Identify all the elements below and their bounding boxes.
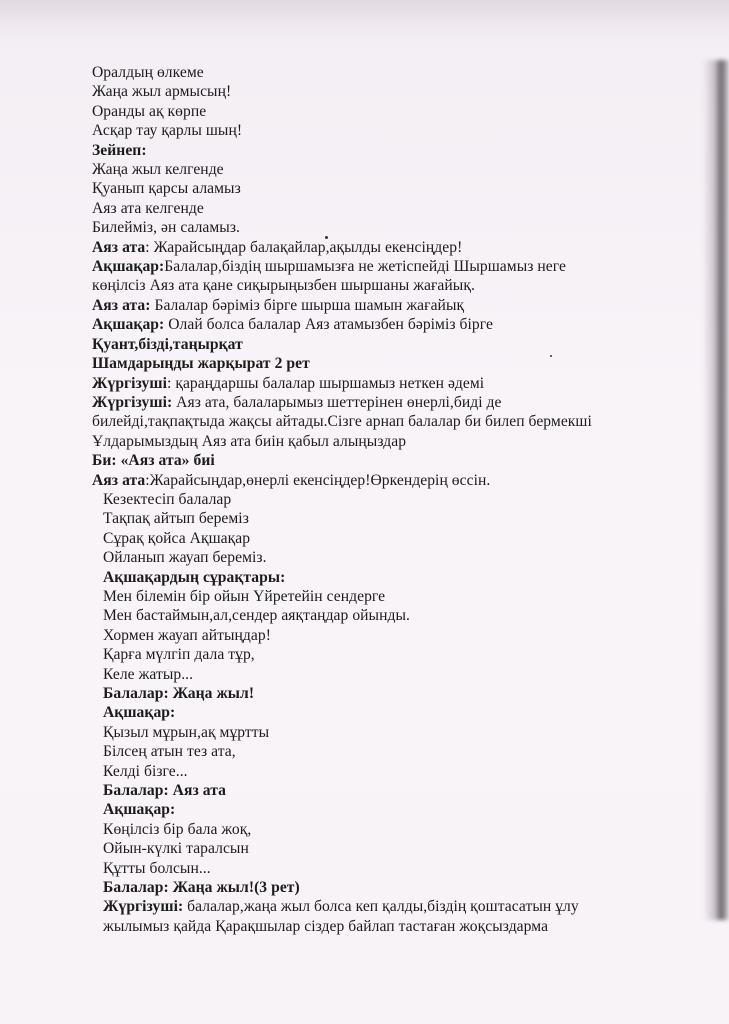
text-line bbox=[0, 723, 700, 742]
speaker-label: Балалар: Аяз ата bbox=[103, 782, 226, 800]
line-text: Жаңа жыл келгенде bbox=[92, 161, 224, 179]
text-line bbox=[0, 218, 700, 237]
speaker-label: Ақшақар: bbox=[92, 316, 165, 334]
text-line bbox=[0, 335, 700, 354]
line-text: балалар,жаңа жыл болса кеп қалды,біздің қоштасатын ұлу bbox=[183, 898, 579, 916]
line-text: Балалар бәріміз бірге шырша шамын жағайық bbox=[150, 296, 465, 314]
speaker-label: Аяз ата bbox=[92, 471, 146, 489]
line-text: Оралдың өлкеме bbox=[92, 64, 204, 81]
text-line bbox=[0, 82, 700, 101]
line-text: Мен білемін бір ойын Үйретейін сендерге bbox=[103, 587, 386, 605]
text-line bbox=[0, 393, 700, 412]
text-line bbox=[0, 490, 700, 509]
line-text: Балалар,біздің шыршамызға не жетіспейді Шыршамыз неге bbox=[164, 258, 566, 276]
speaker-label: Балалар: Жаңа жыл!(3 рет) bbox=[103, 879, 300, 897]
scan-top-shadow bbox=[0, 0, 729, 46]
text-line bbox=[0, 160, 700, 179]
text-line bbox=[0, 509, 700, 528]
text-line bbox=[0, 859, 700, 878]
line-text: Оранды ақ көрпе bbox=[92, 102, 207, 120]
text-line bbox=[0, 742, 700, 761]
text-line bbox=[0, 684, 700, 703]
text-line bbox=[0, 820, 700, 839]
speaker-label: Жүргізуші bbox=[92, 374, 167, 392]
text-line bbox=[0, 626, 700, 645]
speaker-label: Қуант,бізді,таңырқат bbox=[92, 335, 243, 353]
speaker-label: Зейнеп: bbox=[92, 141, 147, 159]
text-line bbox=[0, 645, 700, 664]
line-text: : қараңдаршы балалар шыршамыз неткен әдемі bbox=[167, 374, 485, 392]
document-body bbox=[0, 63, 700, 936]
line-text: Хормен жауап айтыңдар! bbox=[103, 626, 271, 644]
line-text: Ойын-күлкі таралсын bbox=[103, 840, 249, 858]
line-text: Ойланып жауап береміз. bbox=[103, 549, 267, 567]
text-line bbox=[0, 762, 700, 781]
line-text: Қарға мүлгіп дала тұр, bbox=[103, 646, 255, 664]
text-line bbox=[0, 897, 700, 916]
text-line bbox=[0, 839, 700, 858]
line-text: Білсең атын тез ата, bbox=[103, 743, 236, 761]
line-text: Құтты болсын... bbox=[103, 859, 211, 877]
line-text: Сұрақ қойса Ақшақар bbox=[103, 529, 251, 547]
line-text: Кезектесіп балалар bbox=[103, 490, 232, 508]
line-text: Көңілсіз бір бала жоқ, bbox=[103, 820, 252, 838]
text-line bbox=[0, 257, 700, 276]
speaker-label: Жүргізуші: bbox=[103, 898, 184, 916]
speaker-label: Ақшақардың сұрақтары: bbox=[103, 568, 286, 586]
text-line bbox=[0, 917, 700, 936]
text-line bbox=[0, 276, 700, 295]
line-text: Асқар тау қарлы шың! bbox=[92, 122, 243, 140]
line-text: Аяз ата, балаларымыз шеттерінен өнерлі,биді де bbox=[172, 393, 502, 411]
text-line bbox=[0, 548, 700, 567]
line-text: :Жарайсыңдар,өнерлі екенсіңдер!Өркендерің өссін. bbox=[145, 471, 491, 489]
text-line bbox=[0, 451, 700, 470]
text-line bbox=[0, 878, 700, 897]
text-line bbox=[0, 102, 700, 121]
speaker-label: Жүргізуші: bbox=[92, 393, 173, 411]
text-line bbox=[0, 568, 700, 587]
line-text: билейді,тақпақтыда жақсы айтады.Сізге арнап балалар би билеп бермекші bbox=[92, 413, 592, 431]
speaker-label: Шамдарыңды жарқырат 2 рет bbox=[92, 355, 310, 373]
line-text: Келе жатыр... bbox=[103, 665, 194, 683]
text-line bbox=[0, 432, 700, 451]
text-line bbox=[0, 354, 700, 373]
line-text: Қызыл мұрын,ақ мұртты bbox=[103, 723, 270, 741]
text-line bbox=[0, 179, 700, 198]
text-line bbox=[0, 63, 700, 82]
speaker-label: Балалар: Жаңа жыл! bbox=[103, 685, 255, 702]
line-text: Келді бізге... bbox=[103, 762, 188, 780]
speaker-label: Ақшақар: bbox=[92, 258, 165, 276]
line-text: Ұлдарымыздың Аяз ата биін қабыл алыңыздар bbox=[92, 432, 407, 450]
text-line bbox=[0, 665, 700, 684]
text-line bbox=[0, 703, 700, 722]
speaker-label: Би: «Аяз ата» биі bbox=[92, 452, 215, 470]
text-line bbox=[0, 238, 700, 257]
speaker-label: Ақшақар: bbox=[103, 801, 176, 819]
line-text: Билейміз, ән саламыз. bbox=[92, 219, 240, 237]
line-text: Тақпақ айтып береміз bbox=[103, 510, 249, 528]
text-line bbox=[0, 529, 700, 548]
line-text: Қуанып қарсы аламыз bbox=[92, 180, 241, 198]
speaker-label: Аяз ата: bbox=[92, 296, 151, 314]
line-text: Мен бастаймын,ал,сендер аяқтаңдар ойынды. bbox=[103, 607, 410, 625]
text-line bbox=[0, 606, 700, 625]
text-line bbox=[0, 412, 700, 431]
text-line bbox=[0, 374, 700, 393]
text-line bbox=[0, 315, 700, 334]
text-line bbox=[0, 199, 700, 218]
line-text: : Жарайсыңдар балақайлар,ақылды екенсіңдер! bbox=[145, 238, 463, 256]
line-text: Олай болса балалар Аяз атамызбен бәріміз бірге bbox=[164, 316, 493, 334]
line-text: жылымыз қайда Қарақшылар сіздер байлап тастаған жоқсыздарма bbox=[103, 917, 549, 935]
speaker-label: Аяз ата bbox=[92, 238, 146, 256]
speaker-label: Ақшақар: bbox=[103, 704, 176, 722]
line-text: көңілсіз Аяз ата қане сиқырыңызбен шыршаны жағайық. bbox=[92, 277, 475, 295]
text-line bbox=[0, 141, 700, 160]
text-line bbox=[0, 800, 700, 819]
text-line bbox=[0, 781, 700, 800]
text-line bbox=[0, 296, 700, 315]
line-text: Жаңа жыл армысың! bbox=[92, 83, 232, 101]
line-text: Аяз ата келгенде bbox=[92, 199, 204, 217]
text-line bbox=[0, 121, 700, 140]
text-line bbox=[0, 587, 700, 606]
scan-edge-shadow bbox=[703, 60, 729, 920]
text-line bbox=[0, 471, 700, 490]
